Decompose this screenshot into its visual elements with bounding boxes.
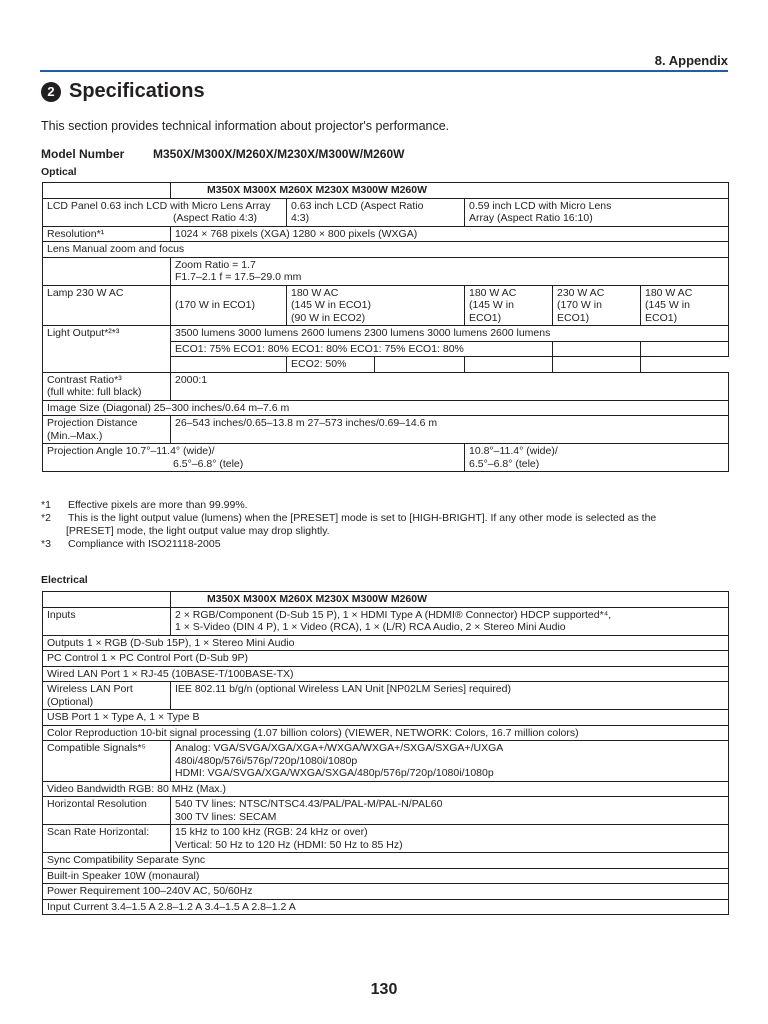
table-row [43,781,729,797]
model-number-value: M350X/M300X/M260X/M230X/M300W/M260W [153,147,405,161]
footnote-text: This is the light output value (lumens) when the [PRESET] mode is set to [HIGH-BRIGHT]. If any other mode is selected as the [68,512,657,524]
footnote-key: *3 [41,538,51,550]
lcd-value-wxga: 0.59 inch LCD with Micro Lens Array (Aspect Ratio 16:10) [465,198,729,226]
light-output-eco2: ECO2: 50% [287,357,375,373]
spec-label: PC Control 1 × PC Control Port (D-Sub 9P) [43,651,729,667]
section-title [41,80,205,103]
optical-table [42,182,729,472]
footnotes [41,499,741,551]
model-header: M350X M300X M260X M230X M300W M260W [171,183,729,199]
lamp-value-m300w: 230 W AC (170 W in ECO1) [553,285,641,326]
table-cell [43,592,171,608]
table-row [43,853,729,869]
table-cell [375,357,465,373]
light-output-eco1: ECO1: 75% ECO1: 80% ECO1: 80% ECO1: 75% ECO1: 80% [171,341,553,357]
table-row [43,198,729,226]
table-row [43,651,729,667]
electrical-heading: Electrical [41,574,88,586]
lens-label: Lens Manual zoom and focus [43,242,729,258]
lamp-label: Lamp 230 W AC [43,285,171,326]
projection-distance-label: Projection Distance (Min.–Max.) [43,416,171,444]
resolution-value: 1024 × 768 pixels (XGA) 1280 × 800 pixels (WXGA) [171,226,729,242]
spec-label: Wireless LAN Port (Optional) [43,682,171,710]
table-row [43,710,729,726]
table-row [43,899,729,915]
lamp-value-m300x: 180 W AC (145 W in ECO1) (90 W in ECO2) [287,285,465,326]
table-row [43,400,729,416]
resolution-label: Resolution*¹ [43,226,171,242]
lamp-value-m260w: 180 W AC (145 W in ECO1) [641,285,729,326]
spec-label: Horizontal Resolution [43,797,171,825]
spec-label: Color Reproduction 10-bit signal processing (1.07 billion colors) (VIEWER, NETWORK: Colors, 16.7 million colors) [43,725,729,741]
spec-label: Compatible Signals*⁵ [43,741,171,782]
page-title: Specifications [69,80,205,102]
intro-text: This section provides technical information about projector's performance. [41,119,450,133]
table-row [43,242,729,258]
spec-label: Inputs [43,607,171,635]
table-row [43,635,729,651]
spec-label: Input Current 3.4–1.5 A 2.8–1.2 A 3.4–1.5 A 2.8–1.2 A [43,899,729,915]
spec-label: USB Port 1 × Type A, 1 × Type B [43,710,729,726]
projection-angle-tele: 6.5°–6.8° (tele) [173,457,244,470]
table-row [43,666,729,682]
table-row [43,326,729,342]
table-cell [43,257,171,285]
footnote [41,538,741,551]
spec-value: 540 TV lines: NTSC/NTSC4.43/PAL/PAL-M/PAL-N/PAL60 300 TV lines: SECAM [171,797,729,825]
spec-value: IEE 802.11 b/g/n (optional Wireless LAN Unit [NP02LM Series] required) [171,682,729,710]
projection-angle-xga [43,444,465,472]
spec-label: Scan Rate Horizontal: [43,825,171,853]
table-row [43,825,729,853]
footnote [41,525,741,538]
table-row [43,868,729,884]
table-cell [171,357,287,373]
spec-value: 15 kHz to 100 kHz (RGB: 24 kHz or over) Vertical: 50 Hz to 120 Hz (HDMI: 50 Hz to 85 Hz) [171,825,729,853]
spec-label: Wired LAN Port 1 × RJ-45 (10BASE-T/100BASE-TX) [43,666,729,682]
table-cell [43,183,171,199]
page-number: 130 [370,981,398,998]
table-row [43,682,729,710]
model-number-label: Model Number [41,147,125,161]
spec-label: Video Bandwidth RGB: 80 MHz (Max.) [43,781,729,797]
spec-value: Analog: VGA/SVGA/XGA/XGA+/WXGA/WXGA+/SXGA/SXGA+/UXGA 480i/480p/576i/576p/720p/1080i/1080p HDMI: VGA/SVGA/XGA/WXGA/SXGA/480p/576p/720p/1080i/1080p [171,741,729,782]
table-row [43,797,729,825]
lcd-value-xga: 0.63 inch LCD (Aspect Ratio 4:3) [287,198,465,226]
footnote-key: *1 [41,499,51,511]
projection-distance-value: 26–543 inches/0.65–13.8 m 27–573 inches/0.69–14.6 m [171,416,729,444]
table-row [43,226,729,242]
footnote-text: Effective pixels are more than 99.99%. [68,499,248,511]
footnote [41,512,741,525]
contrast-label: Contrast Ratio*³ (full white: full black) [43,372,171,400]
lcd-aspect-text: (Aspect Ratio 4:3) [173,212,258,224]
lcd-label-text: LCD Panel 0.63 inch LCD with Micro Lens Array [47,199,271,212]
image-size: Image Size (Diagonal) 25–300 inches/0.64 m–7.6 m [43,400,729,416]
table-cell [641,341,729,357]
table-row [43,741,729,782]
lamp-value-m230x: 180 W AC (145 W in ECO1) [465,285,553,326]
lamp-value-m350x: (170 W in ECO1) [171,285,287,326]
footnote [41,499,741,512]
lcd-panel-label [43,198,287,226]
table-row [43,725,729,741]
table-row [43,285,729,326]
projection-angle-label: Projection Angle 10.7°–11.4° (wide)/ [47,445,215,457]
table-cell [553,357,641,373]
table-row [43,607,729,635]
header-rule [40,70,728,72]
light-output-label: Light Output*²*³ [43,326,171,373]
footnote-text: Compliance with ISO21118-2005 [68,538,221,550]
model-number [41,147,404,161]
table-row [43,416,729,444]
table-row [43,444,729,472]
section-number-badge: 2 [41,82,61,102]
spec-label: Built-in Speaker 10W (monaural) [43,868,729,884]
contrast-value: 2000:1 [171,372,729,400]
optical-heading: Optical [41,166,77,178]
table-cell [465,357,553,373]
table-row [43,183,729,199]
light-output-lumens: 3500 lumens 3000 lumens 2600 lumens 2300 lumens 3000 lumens 2600 lumens [171,326,729,342]
projection-angle-wxga: 10.8°–11.4° (wide)/ 6.5°–6.8° (tele) [465,444,729,472]
table-row [43,592,729,608]
electrical-table [42,591,729,915]
spec-label: Power Requirement 100–240V AC, 50/60Hz [43,884,729,900]
model-header: M350X M300X M260X M230X M300W M260W [171,592,729,608]
spec-label: Outputs 1 × RGB (D-Sub 15P), 1 × Stereo Mini Audio [43,635,729,651]
spec-value: 2 × RGB/Component (D-Sub 15 P), 1 × HDMI Type A (HDMI® Connector) HDCP supported*⁴, 1 × S-Video (DIN 4 P), 1 × Video (RCA), 1 × (L/R) RCA Audio, 2 × Stereo Mini Audio [171,607,729,635]
table-row [43,257,729,285]
spec-label: Sync Compatibility Separate Sync [43,853,729,869]
table-cell [553,341,641,357]
chapter-heading: 8. Appendix [654,53,728,68]
footnote-text: [PRESET] mode, the light output value may drop slightly. [66,525,330,537]
footnote-key: *2 [41,512,51,524]
zoom-value: Zoom Ratio = 1.7 F1.7–2.1 f = 17.5–29.0 mm [171,257,729,285]
table-row [43,884,729,900]
table-row [43,372,729,400]
